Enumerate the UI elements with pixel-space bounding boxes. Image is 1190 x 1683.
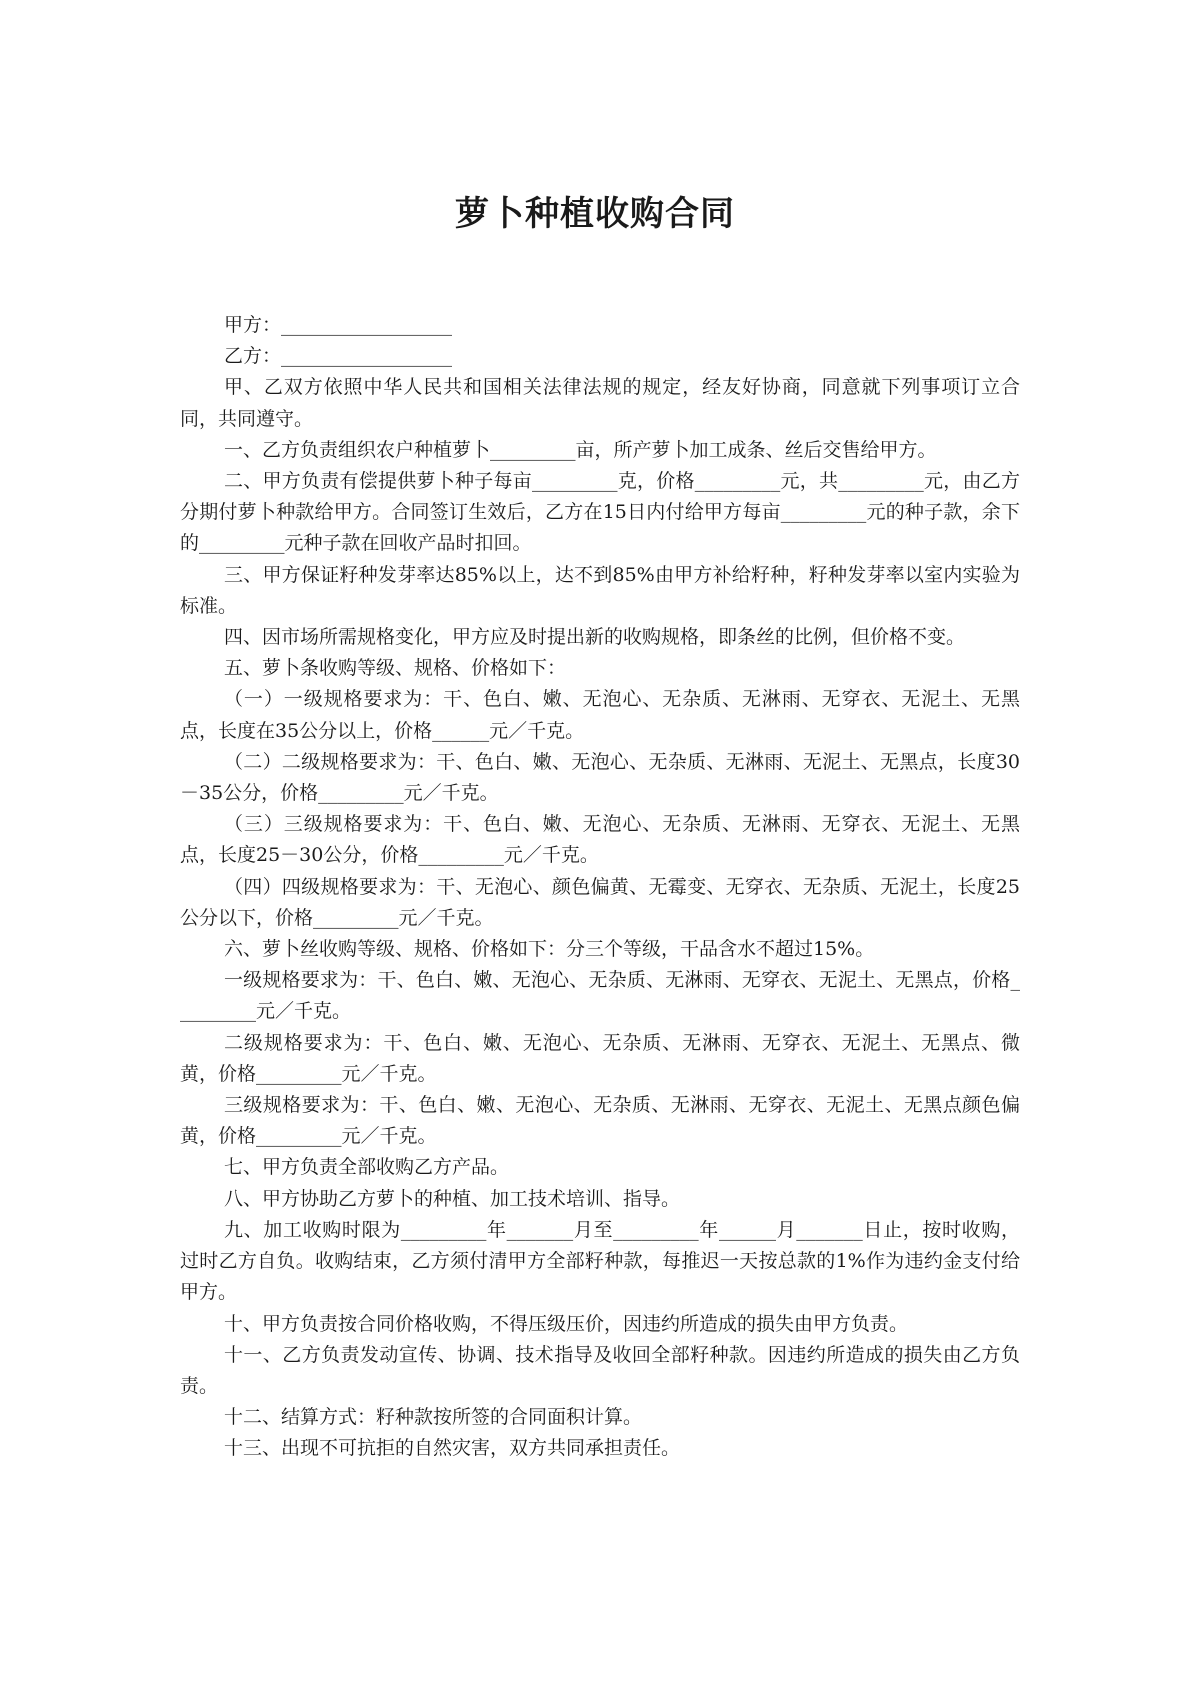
clause-10: 十、甲方负责按合同价格收购，不得压级压价，因违约所造成的损失由甲方负责。 xyxy=(224,1312,909,1335)
clause-3: 三、甲方保证籽种发芽率达85%以上，达不到85%由甲方补给籽种，籽种发芽率以室内实验为标准。 xyxy=(180,563,1020,617)
document-title: 萝卜种植收购合同 xyxy=(455,194,735,234)
clause-12: 十二、结算方式：籽种款按所签的合同面积计算。 xyxy=(224,1406,643,1429)
clause-8: 八、甲方协助乙方萝卜的种植、加工技术培训、指导。 xyxy=(224,1187,681,1210)
clause-13: 十三、出现不可抗拒的自然灾害，双方共同承担责任。 xyxy=(224,1437,681,1460)
clause-6-grade-2: 二级规格要求为：干、色白、嫩、无泡心、无杂质、无淋雨、无穿衣、无泥土、无黑点、微黄，价格_________元／千克。 xyxy=(180,1031,1020,1085)
clause-5: 五、萝卜条收购等级、规格、价格如下： xyxy=(224,657,567,680)
clause-6-grade-3: 三级规格要求为：干、色白、嫩、无泡心、无杂质、无淋雨、无穿衣、无泥土、无黑点颜色偏黄，价格_________元／千克。 xyxy=(180,1094,1020,1148)
clause-4: 四、因市场所需规格变化，甲方应及时提出新的收购规格，即条丝的比例，但价格不变。 xyxy=(224,626,966,649)
clause-7: 七、甲方负责全部收购乙方产品。 xyxy=(224,1156,510,1179)
clause-1: 一、乙方负责组织农户种植萝卜_________亩，所产萝卜加工成条、丝后交售给甲方。 xyxy=(224,438,937,461)
clause-11: 十一、乙方负责发动宣传、协调、技术指导及收回全部籽种款。因违约所造成的损失由乙方负责。 xyxy=(180,1343,1020,1397)
clause-6: 六、萝卜丝收购等级、规格、价格如下：分三个等级，干品含水不超过15%。 xyxy=(224,938,875,961)
clause-5-grade-1: （一）一级规格要求为：干、色白、嫩、无泡心、无杂质、无淋雨、无穿衣、无泥土、无黑点，长度在35公分以上，价格______元／千克。 xyxy=(180,688,1020,742)
clause-5-grade-3: （三）三级规格要求为：干、色白、嫩、无泡心、无杂质、无淋雨、无穿衣、无泥土、无黑点，长度25－30公分，价格_________元／千克。 xyxy=(180,813,1020,867)
clause-9: 九、加工收购时限为_________年_______月至_________年______月_______日止，按时收购，过时乙方自负。收购结束，乙方须付清甲方全部籽种款，每推迟一天按总款的1%作为违约金支付给甲方。 xyxy=(180,1218,1020,1304)
document-body xyxy=(180,310,1020,1465)
preamble-paragraph: 甲、乙双方依照中华人民共和国相关法律法规的规定，经友好协商，同意就下列事项订立合同，共同遵守。 xyxy=(180,376,1020,430)
clause-5-grade-4: （四）四级规格要求为：干、无泡心、颜色偏黄、无霉变、无穿衣、无杂质、无泥土，长度25公分以下，价格_________元／千克。 xyxy=(180,875,1020,929)
clause-6-grade-1: 一级规格要求为：干、色白、嫩、无泡心、无杂质、无淋雨、无穿衣、无泥土、无黑点，价格_________元／千克。 xyxy=(180,969,1020,1023)
clause-5-grade-2: （二）二级规格要求为：干、色白、嫩、无泡心、无杂质、无淋雨、无泥土、无黑点，长度30－35公分，价格_________元／千克。 xyxy=(180,750,1020,805)
party-b-line: 乙方：__________________ xyxy=(224,345,453,368)
clause-2: 二、甲方负责有偿提供萝卜种子每亩_________克，价格_________元，共_________元，由乙方分期付萝卜种款给甲方。合同签订生效后，乙方在15日内付给甲方每亩_________元的种子款，余下的_________元种子款在回收产品时扣回。 xyxy=(180,470,1020,555)
party-a-line: 甲方：__________________ xyxy=(224,314,453,336)
